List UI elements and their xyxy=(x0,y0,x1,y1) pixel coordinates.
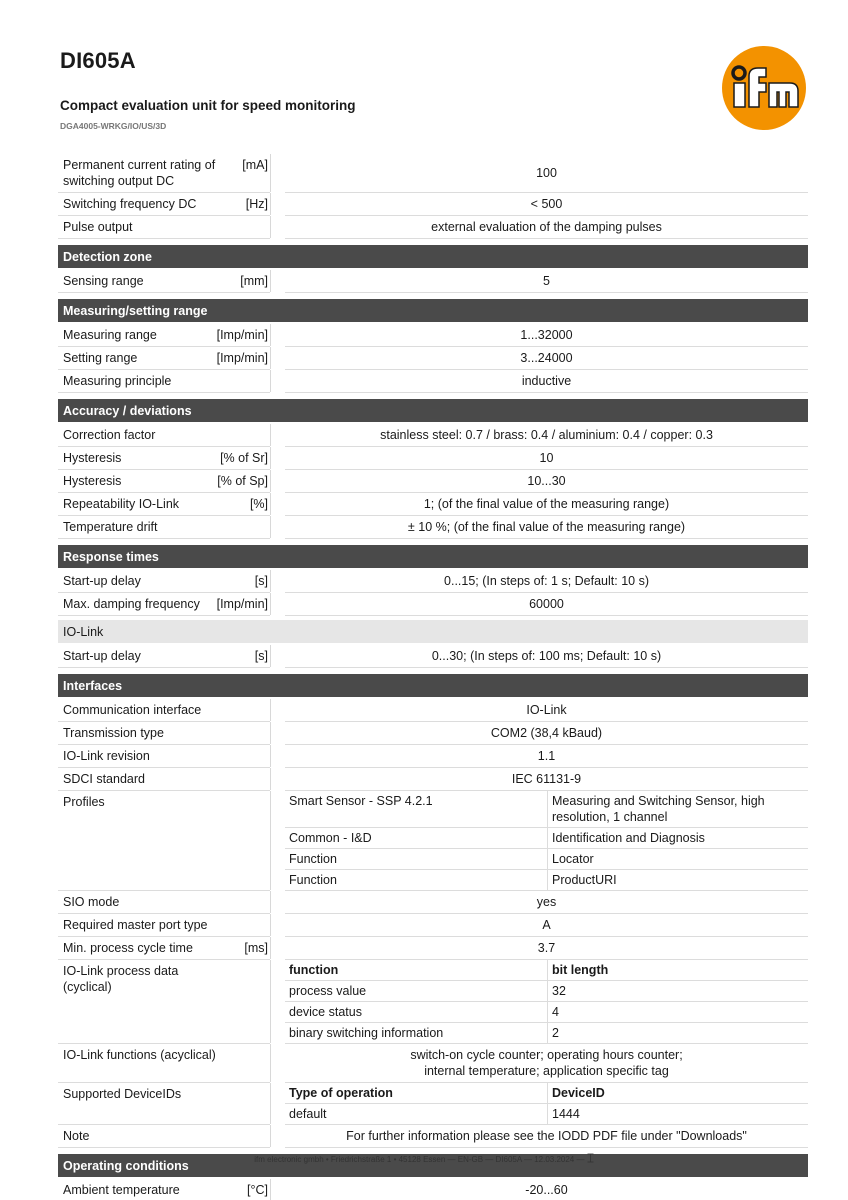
section-heading-response: Response times xyxy=(58,545,808,568)
spec-value: ± 10 %; (of the final value of the measuring range) xyxy=(285,516,808,539)
ifm-logo xyxy=(722,46,806,130)
subsection-heading-io-link: IO-Link xyxy=(58,620,808,643)
spec-label: Profiles xyxy=(63,795,105,809)
spec-value: stainless steel: 0.7 / brass: 0.4 / aluminium: 0.4 / copper: 0.3 xyxy=(285,424,808,447)
footer-text: ifm electronic gmbh • Friedrichstraße 1 • 45128 Essen — EN-GB — DI605A — 12.03.2024 — xyxy=(254,1155,585,1164)
spec-row-acyclical-functions xyxy=(58,1044,808,1083)
process-data-header: function bit length xyxy=(285,960,808,981)
spec-label: Hysteresis xyxy=(63,474,122,488)
spec-unit: [mm] xyxy=(240,274,268,288)
spec-row-current-rating xyxy=(58,154,808,193)
spec-row-pulse-output xyxy=(58,216,808,239)
spec-label: Correction factor xyxy=(63,428,156,442)
spec-value: 10 xyxy=(285,447,808,470)
spec-row-process-cycle-time xyxy=(58,937,808,960)
spec-value: yes xyxy=(285,891,808,914)
section-heading-interfaces: Interfaces xyxy=(58,674,808,697)
profiles-row: Smart Sensor - SSP 4.2.1 Measuring and Switching Sensor, high resolution, 1 channel xyxy=(285,791,808,828)
spec-value: 1.1 xyxy=(285,745,808,768)
spec-row-hysteresis-sp xyxy=(58,470,808,493)
process-data-row: device status 4 xyxy=(285,1002,808,1023)
product-title: DI605A xyxy=(60,48,136,73)
spec-unit: [%] xyxy=(249,497,268,511)
process-data-subtable xyxy=(285,960,808,1044)
spec-value: < 500 xyxy=(285,193,808,216)
spec-unit: [% of Sr] xyxy=(220,451,268,465)
spec-row-device-ids xyxy=(58,1083,808,1125)
acyclical-line-2: internal temperature; application specific tag xyxy=(424,1064,669,1078)
spec-row-measuring-range xyxy=(58,324,808,347)
spec-label: IO-Link revision xyxy=(63,749,150,763)
spec-label: SIO mode xyxy=(63,895,120,909)
spec-label: Communication interface xyxy=(63,703,202,717)
spec-label: IO-Link process data (cyclical) xyxy=(63,964,179,994)
spec-unit: [Imp/min] xyxy=(216,351,268,365)
spec-unit xyxy=(264,373,268,389)
spec-label: Sensing range xyxy=(63,274,144,288)
spec-label: Max. damping frequency xyxy=(63,597,200,611)
article-code: DGA4005-WRKG/IO/US/3D xyxy=(60,121,167,131)
spec-label: Ambient temperature xyxy=(63,1183,180,1197)
profiles-subtable xyxy=(285,791,808,891)
spec-row-repeatability xyxy=(58,493,808,516)
spec-label: IO-Link functions (acyclical) xyxy=(63,1048,216,1062)
spec-label: Pulse output xyxy=(63,220,133,234)
spec-unit: [°C] xyxy=(247,1183,268,1197)
device-id-row: default 1444 xyxy=(285,1104,808,1125)
spec-row-hysteresis-sr xyxy=(58,447,808,470)
acyclical-line-1: switch-on cycle counter; operating hours counter; xyxy=(410,1048,683,1062)
spec-value: external evaluation of the damping pulses xyxy=(285,216,808,239)
spec-unit: [Imp/min] xyxy=(216,597,268,611)
section-heading-measuring: Measuring/setting range xyxy=(58,299,808,322)
spec-value: -20...60 xyxy=(285,1179,808,1200)
spec-label: Hysteresis xyxy=(63,451,122,465)
spec-row-measuring-principle xyxy=(58,370,808,393)
spec-row-master-port-type xyxy=(58,914,808,937)
spec-label: Measuring principle xyxy=(63,374,172,388)
spec-value: IO-Link xyxy=(285,699,808,722)
spec-row-sensing-range xyxy=(58,270,808,293)
spec-label: Min. process cycle time xyxy=(63,941,193,955)
spec-table xyxy=(58,154,808,1200)
spec-value: 5 xyxy=(285,270,808,293)
spec-value: IEC 61131-9 xyxy=(285,768,808,791)
spec-unit: [s] xyxy=(254,574,268,588)
spec-value: COM2 (38,4 kBaud) xyxy=(285,722,808,745)
spec-row-switching-frequency xyxy=(58,193,808,216)
ifm-logo-mark xyxy=(722,46,806,130)
device-id-header: Type of operation DeviceID xyxy=(285,1083,808,1104)
spec-label: Repeatability IO-Link xyxy=(63,497,180,511)
spec-value: inductive xyxy=(285,370,808,393)
spec-value: 0...15; (In steps of: 1 s; Default: 10 s) xyxy=(285,570,808,593)
spec-unit: [mA] xyxy=(242,158,268,172)
spec-value xyxy=(285,1044,808,1083)
spec-row-ambient-temperature xyxy=(58,1179,808,1200)
device-id-subtable xyxy=(285,1083,808,1125)
spec-label: Temperature drift xyxy=(63,520,158,534)
section-heading-operating: Operating conditions xyxy=(58,1154,808,1177)
spec-unit: [Hz] xyxy=(245,197,268,211)
spec-unit xyxy=(264,427,268,443)
spec-unit: [Imp/min] xyxy=(216,328,268,342)
spec-label: Switching frequency DC xyxy=(63,197,197,211)
spec-value: 3...24000 xyxy=(285,347,808,370)
spec-label: SDCI standard xyxy=(63,772,145,786)
spec-label: Transmission type xyxy=(63,726,164,740)
spec-row-correction-factor xyxy=(58,424,808,447)
spec-row-max-damping xyxy=(58,593,808,616)
spec-row-note xyxy=(58,1125,808,1148)
spec-value: 60000 xyxy=(285,593,808,616)
spec-value: 0...30; (In steps of: 100 ms; Default: 10 s) xyxy=(285,645,808,668)
footer-mark-icon xyxy=(587,1153,594,1163)
spec-row-io-link-revision xyxy=(58,745,808,768)
spec-row-startup-delay xyxy=(58,570,808,593)
spec-row-setting-range xyxy=(58,347,808,370)
spec-label: Start-up delay xyxy=(63,574,141,588)
spec-value: For further information please see the IODD PDF file under "Downloads" xyxy=(285,1125,808,1148)
section-heading-accuracy: Accuracy / deviations xyxy=(58,399,808,422)
page-footer xyxy=(0,1153,848,1164)
spec-unit xyxy=(264,219,268,235)
profiles-row: Function ProductURI xyxy=(285,870,808,891)
spec-row-sio-mode xyxy=(58,891,808,914)
section-heading-detection: Detection zone xyxy=(58,245,808,268)
spec-unit: [% of Sp] xyxy=(217,474,268,488)
spec-value: 100 xyxy=(285,154,808,193)
spec-row-temperature-drift xyxy=(58,516,808,539)
process-data-row: binary switching information 2 xyxy=(285,1023,808,1044)
spec-label: Note xyxy=(63,1129,90,1143)
spec-label: Supported DeviceIDs xyxy=(63,1087,182,1101)
spec-value: 3.7 xyxy=(285,937,808,960)
spec-value: A xyxy=(285,914,808,937)
spec-row-communication-interface xyxy=(58,699,808,722)
spec-label: Setting range xyxy=(63,351,138,365)
profiles-row: Function Locator xyxy=(285,849,808,870)
spec-row-transmission-type xyxy=(58,722,808,745)
spec-row-sdci-standard xyxy=(58,768,808,791)
process-data-row: process value 32 xyxy=(285,981,808,1002)
spec-unit xyxy=(264,519,268,535)
spec-label: Required master port type xyxy=(63,918,208,932)
spec-value: 10...30 xyxy=(285,470,808,493)
profiles-row: Common - I&D Identification and Diagnosis xyxy=(285,828,808,849)
spec-value: 1...32000 xyxy=(285,324,808,347)
spec-row-profiles xyxy=(58,791,808,891)
spec-label: Permanent current rating of switching output DC xyxy=(63,158,216,188)
spec-label: Measuring range xyxy=(63,328,157,342)
spec-row-process-data xyxy=(58,960,808,1044)
product-subtitle: Compact evaluation unit for speed monitoring xyxy=(60,98,356,113)
spec-unit: [s] xyxy=(254,649,268,663)
spec-value: 1; (of the final value of the measuring range) xyxy=(285,493,808,516)
spec-label: Start-up delay xyxy=(63,649,141,663)
spec-unit: [ms] xyxy=(244,941,268,955)
spec-row-io-link-startup-delay xyxy=(58,645,808,668)
